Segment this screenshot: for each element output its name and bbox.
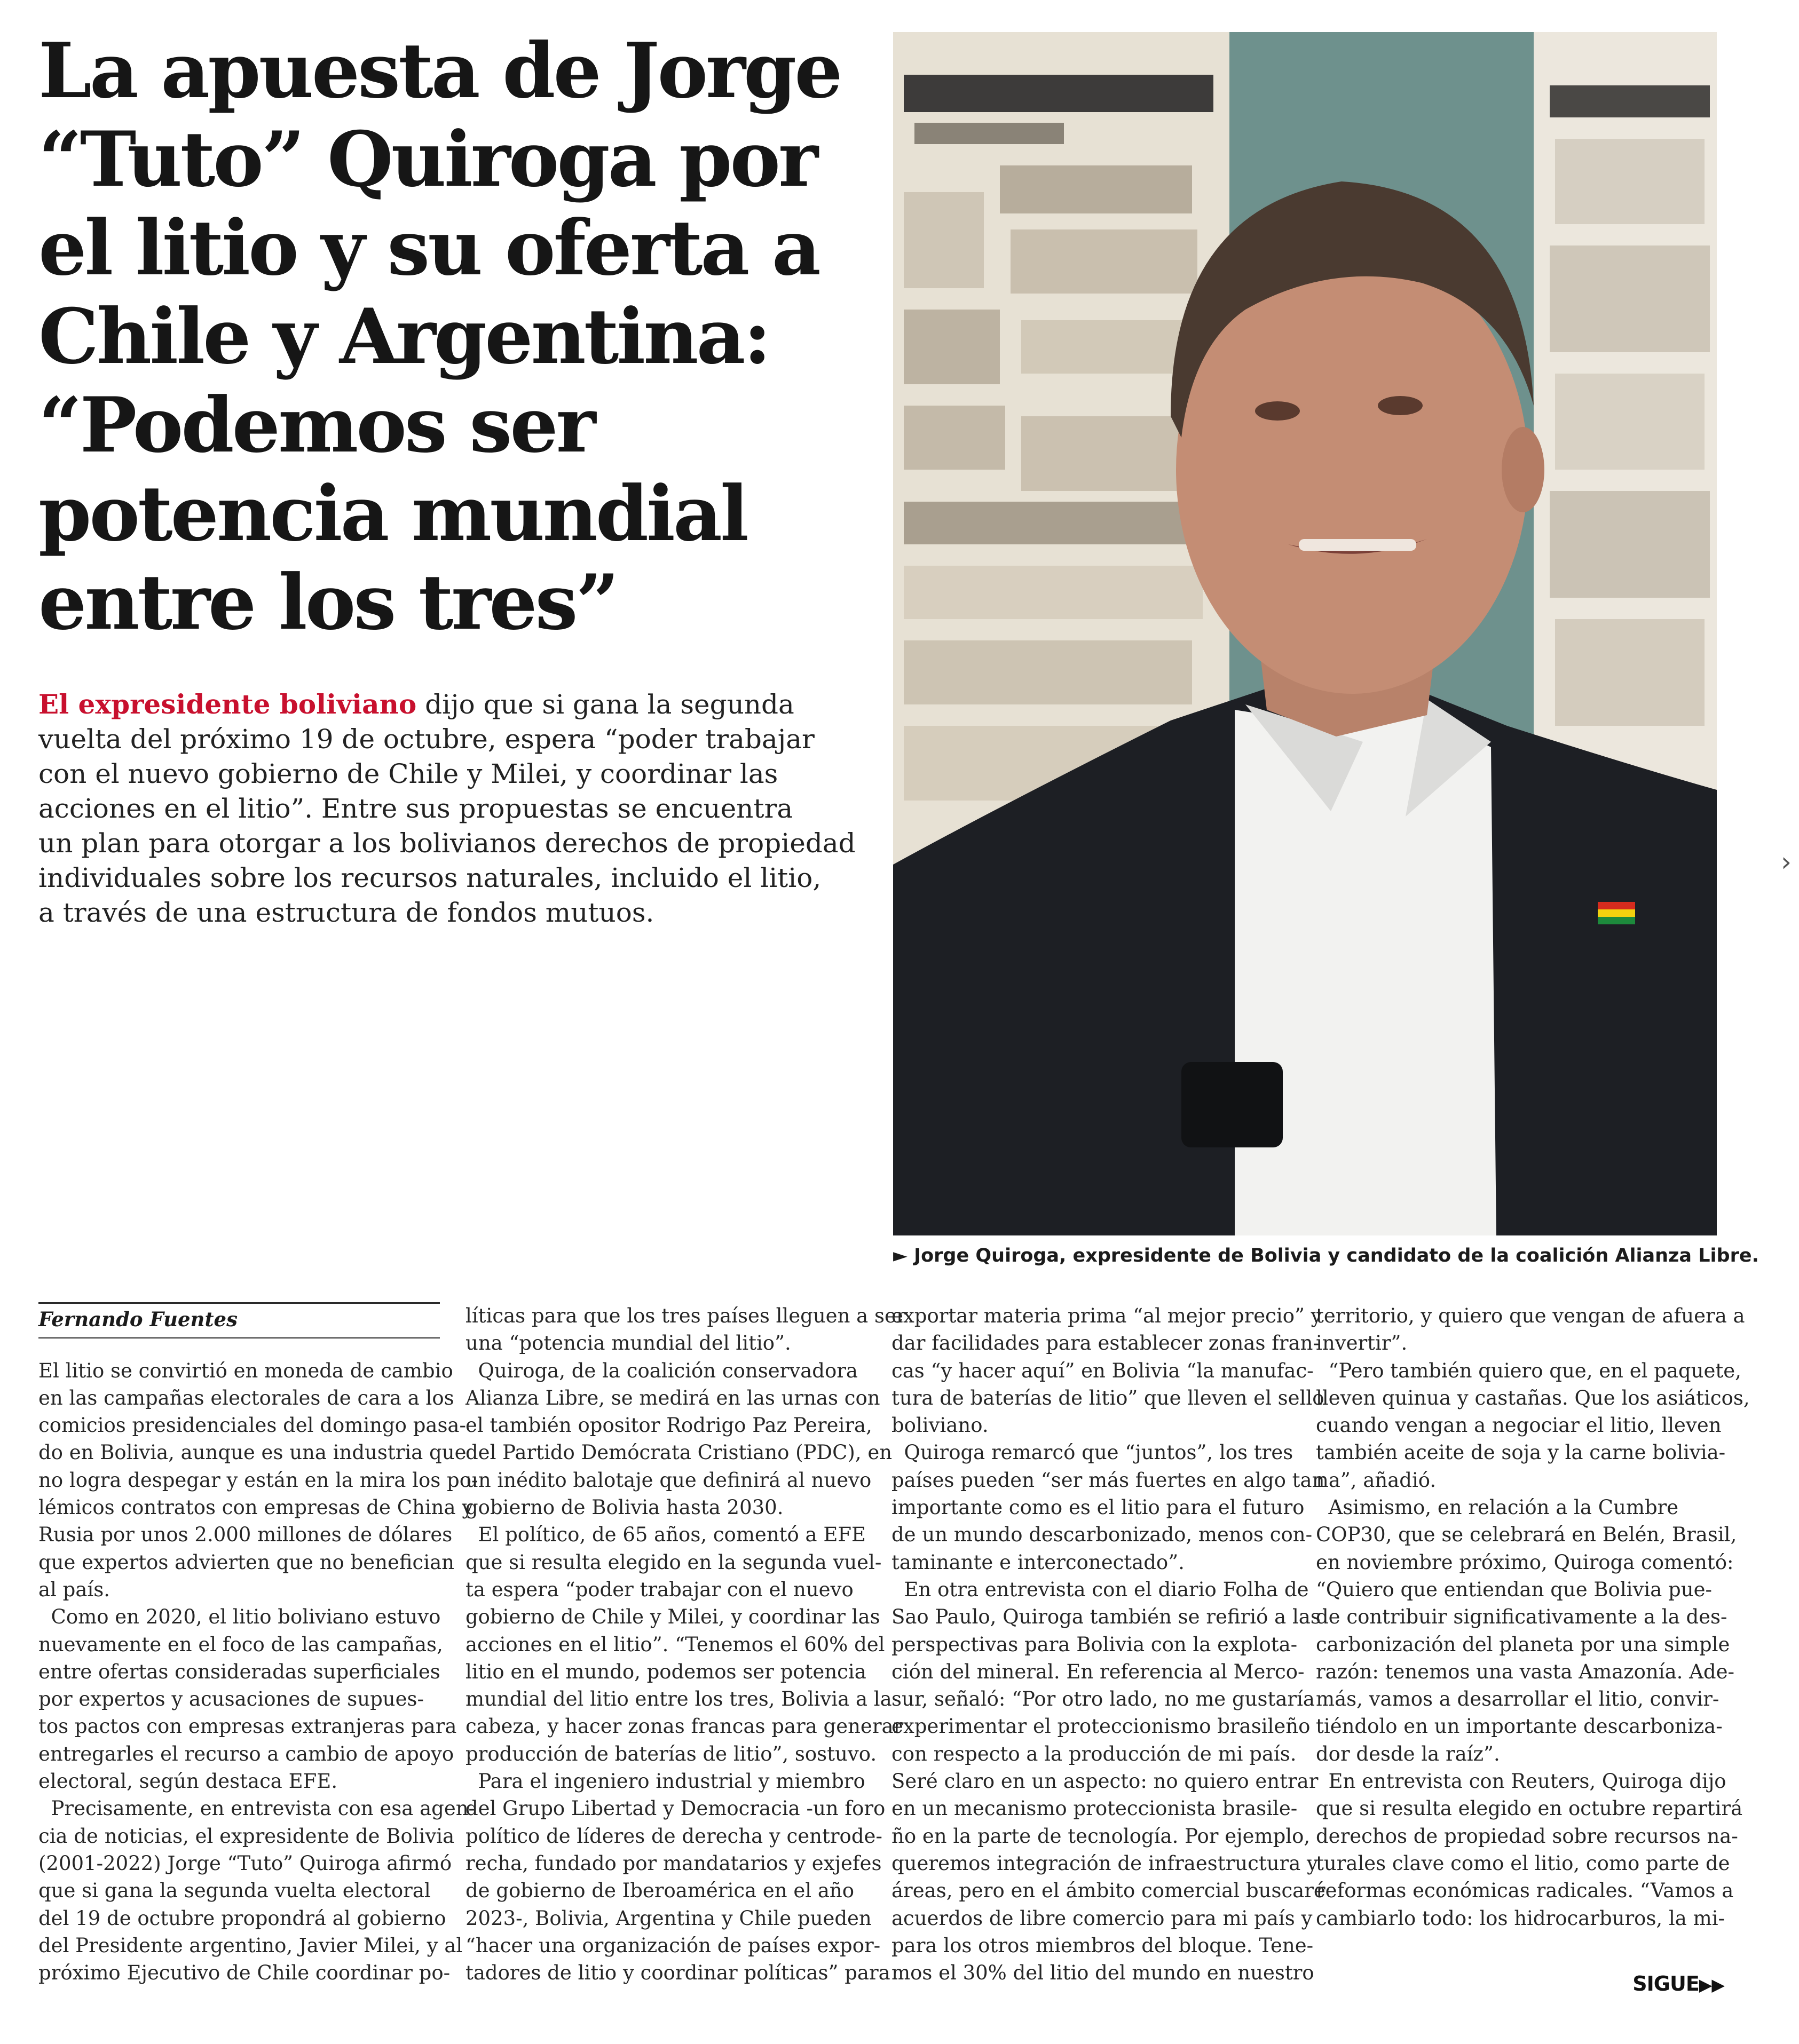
body-text-line: Alianza Libre, se medirá en las urnas con [465, 1386, 880, 1409]
body-text-line: no logra despegar y están en la mira los po- [38, 1468, 478, 1492]
deck-line: acciones en el litio”. Entre sus propuestas se encuentra [38, 793, 793, 824]
column-spacer [38, 1329, 444, 1357]
body-text-line: en las campañas electorales de cara a los [38, 1386, 454, 1409]
deck-lead-rest: dijo que si gana la segunda [416, 689, 794, 720]
body-text-line: invertir”. [1316, 1332, 1408, 1355]
body-text-line: Para el ingeniero industrial y miembro [465, 1770, 865, 1793]
body-text-line: con respecto a la producción de mi país. [891, 1742, 1297, 1765]
body-text-line: 2023-, Bolivia, Argentina y Chile pueden [465, 1906, 872, 1930]
body-text-line: gobierno de Bolivia hasta 2030. [465, 1496, 784, 1519]
body-text-line: ción del mineral. En referencia al Merco- [891, 1660, 1305, 1683]
body-text-line: que si gana la segunda vuelta electoral [38, 1879, 431, 1903]
body-text-line: de gobierno de Iberoamérica en el año [465, 1879, 855, 1903]
body-text-line: COP30, que se celebrará en Belén, Brasil, [1316, 1523, 1737, 1547]
deck-line: vuelta del próximo 19 de octubre, espera “poder trabajar [38, 724, 815, 755]
sigue-label: SIGUE [1632, 1972, 1699, 1995]
deck-line: con el nuevo gobierno de Chile y Milei, y coordinar las [38, 758, 778, 789]
body-text-line: Como en 2020, el litio boliviano estuvo [38, 1605, 441, 1629]
article-deck [38, 687, 871, 930]
body-text-line: que expertos advierten que no benefician [38, 1550, 454, 1574]
body-text-line: tiéndolo en un importante descarboniza- [1316, 1715, 1723, 1738]
body-text-line: razón: tenemos una vasta Amazonía. Ade- [1316, 1660, 1734, 1683]
body-text-line: electoral, según destaca EFE. [38, 1770, 338, 1793]
body-text-line: el también opositor Rodrigo Paz Pereira, [465, 1414, 872, 1437]
body-text-line: En entrevista con Reuters, Quiroga dijo [1316, 1770, 1726, 1793]
body-text-line: (2001-2022) Jorge “Tuto” Quiroga afirmó [38, 1851, 452, 1875]
body-text-line: En otra entrevista con el diario Folha de [891, 1578, 1309, 1601]
body-column-1 [38, 1302, 478, 1986]
body-text-line: sur, señaló: “Por otro lado, no me gustaría [891, 1688, 1315, 1711]
body-text-line: líticas para que los tres países lleguen a ser [465, 1304, 906, 1327]
body-text-line: próximo Ejecutivo de Chile coordinar po- [38, 1961, 451, 1985]
body-text-line: del Presidente argentino, Javier Milei, y al [38, 1934, 463, 1957]
body-text-line: dor desde la raíz”. [1316, 1742, 1500, 1765]
body-text-line: que si resulta elegido en la segunda vuel- [465, 1550, 882, 1574]
headline-line: “Podemos ser [38, 381, 594, 470]
column-spacer [38, 1302, 444, 1329]
body-column-3 [891, 1302, 1325, 1986]
body-text-line: carbonización del planeta por una simple [1316, 1633, 1730, 1656]
body-text-line: para los otros miembros del bloque. Tene- [891, 1934, 1314, 1957]
body-text-line: nuevamente en el foco de las campañas, [38, 1633, 443, 1656]
body-text-line: ño en la parte de tecnología. Por ejemplo, [891, 1824, 1311, 1848]
body-text-line: ta espera “poder trabajar con el nuevo [465, 1578, 854, 1601]
body-text-line: cabeza, y hacer zonas francas para generar [465, 1715, 903, 1738]
body-text-line: Sao Paulo, Quiroga también se refirió a las [891, 1605, 1321, 1629]
body-text-line: “Quiero que entiendan que Bolivia pue- [1316, 1578, 1712, 1601]
headline-line: potencia mundial [38, 470, 747, 558]
body-text-line: turales clave como el litio, como parte de [1316, 1851, 1730, 1875]
body-text-line: que si resulta elegido en octubre repartirá [1316, 1797, 1743, 1820]
byline: Fernando Fuentes [38, 1308, 238, 1331]
body-text-line: cas “y hacer aquí” en Bolivia “la manufac- [891, 1359, 1314, 1382]
body-text-line: reformas económicas radicales. “Vamos a [1316, 1879, 1734, 1903]
body-text-line: derechos de propiedad sobre recursos na- [1316, 1824, 1738, 1848]
body-text-line: El político, de 65 años, comentó a EFE [465, 1523, 866, 1547]
body-text-line: na”, añadió. [1316, 1468, 1437, 1492]
headline-line: el litio y su oferta a [38, 204, 819, 292]
body-text-line: Asimismo, en relación a la Cumbre [1316, 1496, 1679, 1519]
body-text-line: cuando vengan a negociar el litio, lleven [1316, 1414, 1722, 1437]
deck-line: a través de una estructura de fondos mutuos. [38, 897, 654, 928]
body-text-line: del 19 de octubre propondrá al gobierno [38, 1906, 446, 1930]
body-text-line: entregarles el recurso a cambio de apoyo [38, 1742, 454, 1765]
body-text-line: de un mundo descarbonizado, menos con- [891, 1523, 1313, 1547]
headline-line: “Tuto” Quiroga por [38, 115, 816, 204]
body-text-line: una “potencia mundial del litio”. [465, 1332, 791, 1355]
body-text-line: exportar materia prima “al mejor precio” y [891, 1304, 1322, 1327]
body-text-line: más, vamos a desarrollar el litio, convir- [1316, 1688, 1719, 1711]
body-text-line: tos pactos con empresas extranjeras para [38, 1715, 457, 1738]
body-text-line: “hacer una organización de países expor- [465, 1934, 881, 1957]
body-text-line: mos el 30% del litio del mundo en nuestro [891, 1961, 1314, 1985]
body-text-line: importante como es el litio para el futuro [891, 1496, 1305, 1519]
deck-line [38, 687, 871, 722]
body-text-line: del Partido Demócrata Cristiano (PDC), en [465, 1441, 893, 1464]
body-text-line: Rusia por unos 2.000 millones de dólares [38, 1523, 453, 1547]
deck-lead: El expresidente boliviano [38, 688, 417, 720]
body-text-line: do en Bolivia, aunque es una industria que [38, 1441, 467, 1464]
body-text-line: países pueden “ser más fuertes en algo tan [891, 1468, 1325, 1492]
body-text-line: áreas, pero en el ámbito comercial buscaré [891, 1879, 1325, 1903]
body-text-line: tura de baterías de litio” que lleven el sello [891, 1386, 1324, 1409]
article-photo [893, 32, 1717, 1235]
body-text-line: de contribuir significativamente a la des- [1316, 1605, 1727, 1629]
body-text-line: al país. [38, 1578, 110, 1601]
body-text-line: gobierno de Chile y Milei, y coordinar las [465, 1605, 880, 1629]
body-text-line: boliviano. [891, 1414, 989, 1437]
body-text-line: Precisamente, en entrevista con esa agen- [38, 1797, 476, 1820]
body-text-line: dar facilidades para establecer zonas fran- [891, 1332, 1320, 1355]
headline-line: Chile y Argentina: [38, 292, 769, 381]
body-text-line: acuerdos de libre comercio para mi país y [891, 1906, 1313, 1930]
body-text-line: acciones en el litio”. “Tenemos el 60% del [465, 1633, 885, 1656]
body-text-line: perspectivas para Bolivia con la explota- [891, 1633, 1298, 1656]
double-arrow-icon: ▶▶ [1699, 1975, 1724, 1995]
portrait-illustration [893, 32, 1717, 1235]
body-text-line: también aceite de soja y la carne bolivia- [1316, 1441, 1726, 1464]
body-text-line: Seré claro en un aspecto: no quiero entrar [891, 1770, 1319, 1793]
body-text-line: en un mecanismo proteccionista brasile- [891, 1797, 1298, 1820]
next-page-arrow-icon[interactable]: › [1781, 846, 1792, 877]
body-text-line: un inédito balotaje que definirá al nuevo [465, 1468, 872, 1492]
body-text-line: mundial del litio entre los tres, Bolivia a la [465, 1688, 892, 1711]
body-text-line: taminante e interconectado”. [891, 1550, 1185, 1574]
photo-caption: ► Jorge Quiroga, expresidente de Bolivia y candidato de la coalición Alianza Libre. [893, 1245, 1759, 1266]
body-text-line: cia de noticias, el expresidente de Bolivia [38, 1824, 455, 1848]
body-text-line: político de líderes de derecha y centrode- [465, 1824, 882, 1848]
body-column-4 [1316, 1302, 1750, 1932]
body-text-line: comicios presidenciales del domingo pasa- [38, 1414, 466, 1437]
body-text-line: tadores de litio y coordinar políticas” para [465, 1961, 890, 1985]
body-text-line: producción de baterías de litio”, sostuvo. [465, 1742, 877, 1765]
body-text-line: litio en el mundo, podemos ser potencia [465, 1660, 866, 1683]
body-text-line: en noviembre próximo, Quiroga comentó: [1316, 1550, 1734, 1574]
headline-line: La apuesta de Jorge [38, 27, 841, 115]
body-text-line: Quiroga, de la coalición conservadora [465, 1359, 858, 1382]
body-text-line: lleven quinua y castañas. Que los asiáticos, [1316, 1386, 1750, 1409]
body-text-line: lémicos contratos con empresas de China y [38, 1496, 474, 1519]
body-text-line: “Pero también quiero que, en el paquete, [1316, 1359, 1741, 1382]
body-text-line: recha, fundado por mandatarios y exjefes [465, 1851, 882, 1875]
body-column-2 [465, 1302, 906, 1986]
continued-marker [1607, 1970, 1724, 1998]
body-text-line: Quiroga remarcó que “juntos”, los tres [891, 1441, 1293, 1464]
headline-line: entre los tres” [38, 558, 618, 647]
deck-line: individuales sobre los recursos naturales, incluido el litio, [38, 862, 822, 893]
body-text-line: entre ofertas consideradas superficiales [38, 1660, 440, 1683]
body-text-line: experimentar el proteccionismo brasileño [891, 1715, 1311, 1738]
body-text-line: por expertos y acusaciones de supues- [38, 1688, 424, 1711]
body-text-line: El litio se convirtió en moneda de cambio [38, 1359, 453, 1382]
body-text-line: territorio, y quiero que vengan de afuera a [1316, 1304, 1745, 1327]
headline [38, 27, 871, 647]
body-text-line: cambiarlo todo: los hidrocarburos, la mi- [1316, 1906, 1725, 1930]
deck-line: un plan para otorgar a los bolivianos derechos de propiedad [38, 828, 856, 859]
body-text-line: del Grupo Libertad y Democracia -un foro [465, 1797, 886, 1820]
body-text-line: queremos integración de infraestructura y [891, 1851, 1318, 1875]
